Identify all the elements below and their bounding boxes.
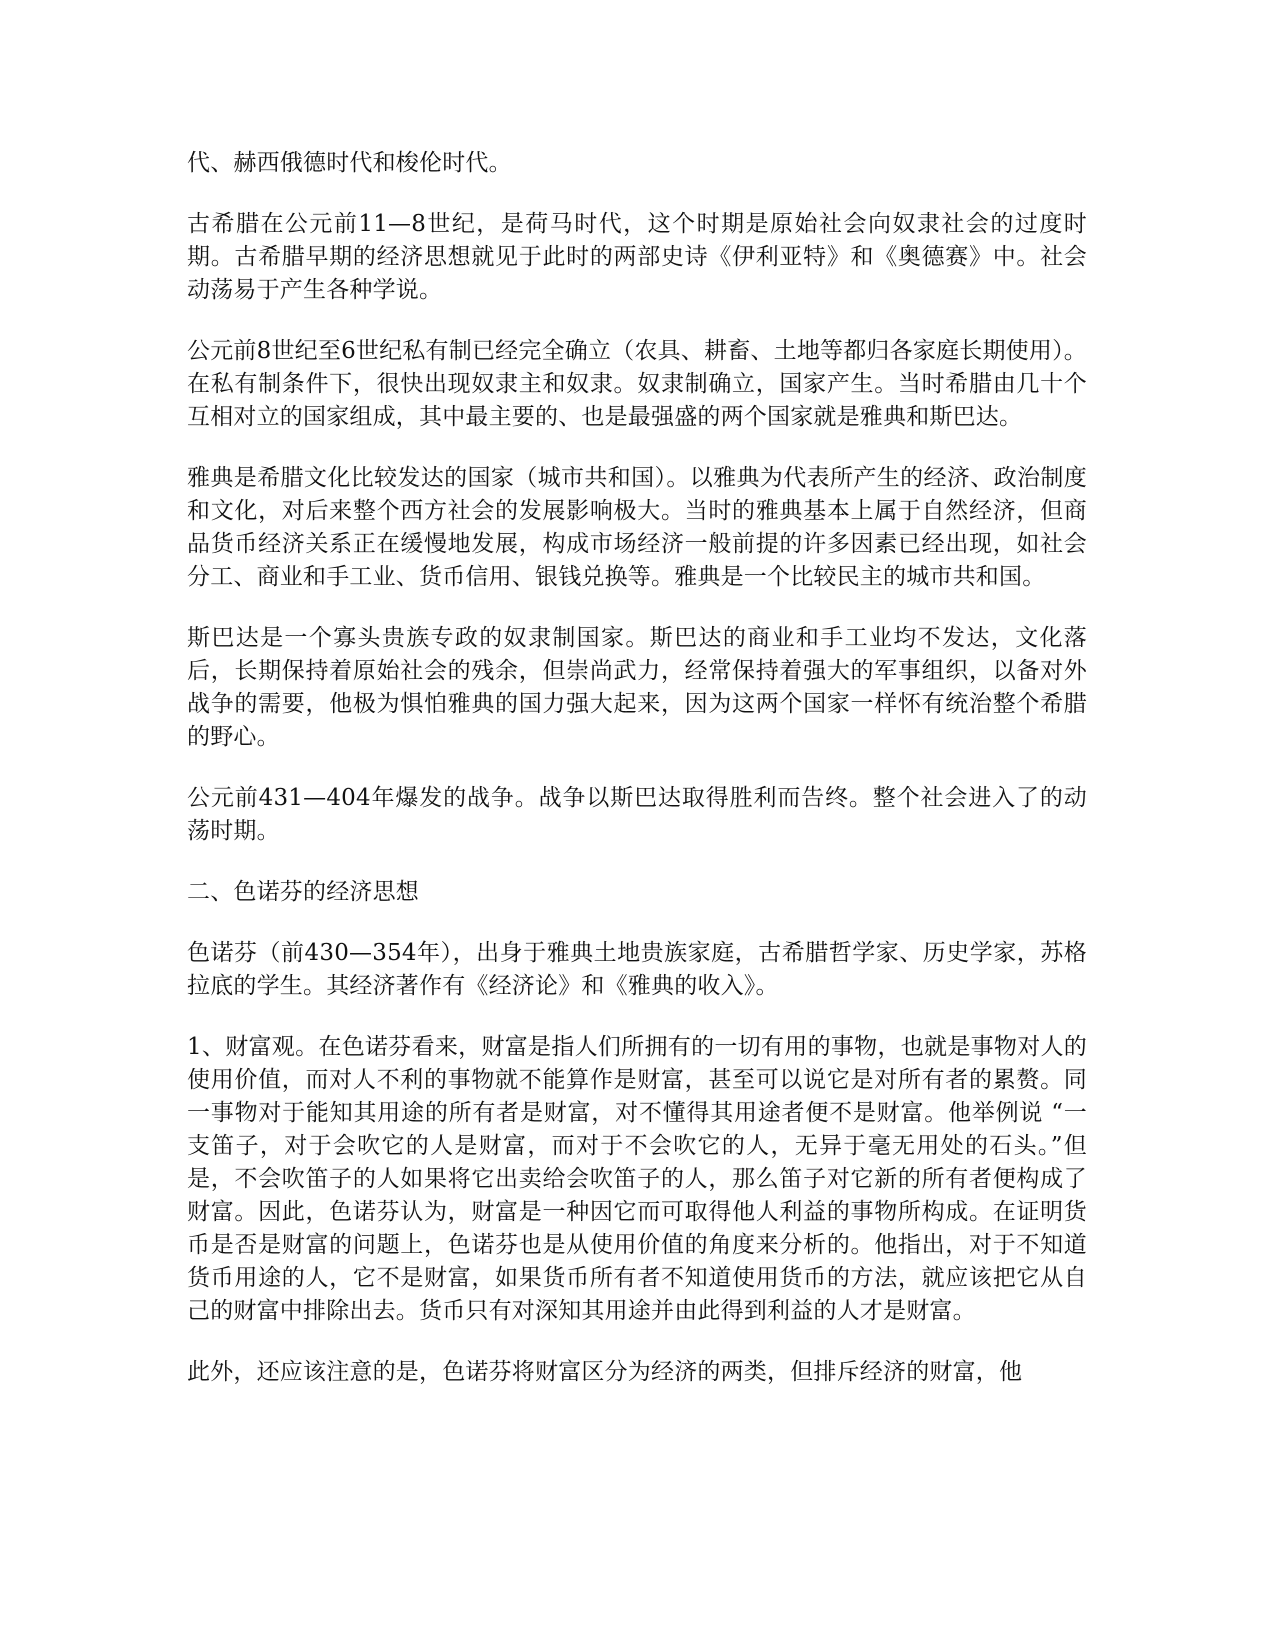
paragraph-war: 公元前431—404年爆发的战争。战争以斯巴达取得胜利而告终。整个社会进入了的动荡时期。 bbox=[187, 785, 1087, 844]
paragraph-intro-continuation: 代、赫西俄德时代和梭伦时代。 bbox=[187, 150, 512, 176]
paragraph-private-ownership: 公元前8世纪至6世纪私有制已经完全确立（农具、耕畜、土地等都归各家庭长期使用）。在私有制条件下，很快出现奴隶主和奴隶。奴隶制确立，国家产生。当时希腊由几十个互相对立的国家组成，其中最主要的、也是最强盛的两个国家就是雅典和斯巴达。 bbox=[187, 338, 1087, 430]
paragraph-wealth-view: 1、财富观。在色诺芬看来，财富是指人们所拥有的一切有用的事物，也就是事物对人的使用价值，而对人不利的事物就不能算作是财富，甚至可以说它是对所有者的累赘。同一事物对于能知其用途的所有者是财富，对不懂得其用途者便不是财富。他举例说 “一支笛子，对于会吹它的人是财富，而对于不会吹它的人，无异于毫无用处的石头。”但是，不会吹笛子的人如果将它出卖给会吹笛子的人，那么笛子对它新的所有者便构成了财富。因此，色诺芬认为，财富是一种因它而可取得他人利益的事物所构成。在证明货币是否是财富的问题上，色诺芬也是从使用价值的角度来分析的。他指出，对于不知道货币用途的人，它不是财富，如果货币所有者不知道使用货币的方法，就应该把它从自己的财富中排除出去。货币只有对深知其用途并由此得到利益的人才是财富。 bbox=[187, 1034, 1087, 1324]
paragraph-wealth-classification: 此外，还应该注意的是，色诺芬将财富区分为经济的两类，但排斥经济的财富，他 bbox=[187, 1359, 1023, 1385]
paragraph-homer-era: 古希腊在公元前11—8世纪，是荷马时代，这个时期是原始社会向奴隶社会的过度时期。古希腊早期的经济思想就见于此时的两部史诗《伊利亚特》和《奥德赛》中。社会动荡易于产生各种学说。 bbox=[187, 211, 1087, 303]
paragraph-xenophon-bio: 色诺芬（前430—354年），出身于雅典土地贵族家庭，古希腊哲学家、历史学家，苏格拉底的学生。其经济著作有《经济论》和《雅典的收入》。 bbox=[187, 940, 1087, 999]
paragraph-sparta: 斯巴达是一个寡头贵族专政的奴隶制国家。斯巴达的商业和手工业均不发达，文化落后，长期保持着原始社会的残余，但崇尚武力，经常保持着强大的军事组织，以备对外战争的需要，他极为惧怕雅典的国力强大起来，因为这两个国家一样怀有统治整个希腊的野心。 bbox=[187, 625, 1087, 750]
section-heading: 二、色诺芬的经济思想 bbox=[187, 879, 419, 905]
document-body bbox=[187, 147, 1087, 1417]
paragraph-athens: 雅典是希腊文化比较发达的国家（城市共和国）。以雅典为代表所产生的经济、政治制度和文化，对后来整个西方社会的发展影响极大。当时的雅典基本上属于自然经济，但商品货币经济关系正在缓慢地发展，构成市场经济一般前提的许多因素已经出现，如社会分工、商业和手工业、货币信用、银钱兑换等。雅典是一个比较民主的城市共和国。 bbox=[187, 465, 1087, 590]
